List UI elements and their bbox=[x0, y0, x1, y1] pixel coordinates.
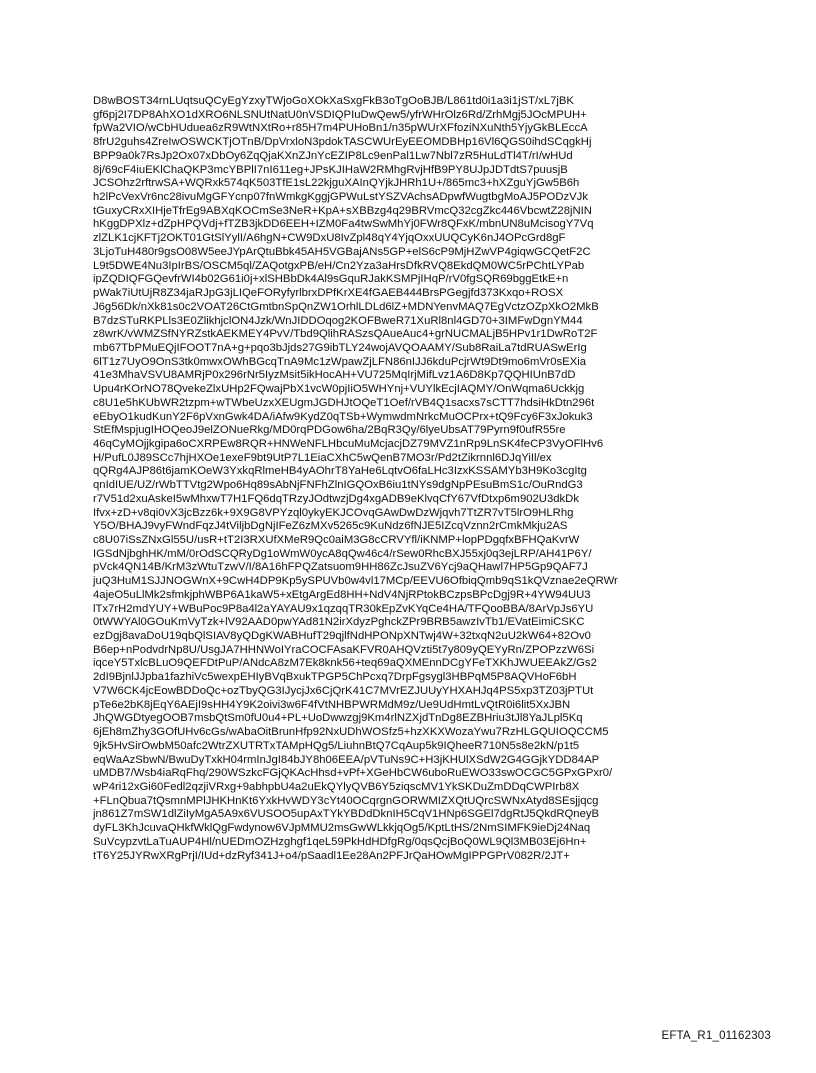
text-line: r7V51d2xuAskeI5wMhxwT7H1FQ6dqTRzyJOdtwzjDg4xgADB9eKlvqCfY67VfDtxp6m902U3dkDk bbox=[93, 492, 579, 505]
text-line: StEfMspjugIHOQeoJ9elZONueRkg/MD0rqPDGow6ha/2BqR3Qy/6lyeUbsAT79Pyrn9f0ufR55re bbox=[93, 424, 566, 437]
text-line: qQRg4AJP86t6jamKOeW3YxkqRlmeHB4yAOhrT8YaHe6LqtvO6faLHc3IzxKSSAMYb3H9Ko3cgItg bbox=[93, 465, 587, 478]
text-line: eqWaAzSbwN/BwuDyTxkH04rmInJgI84bJY8h06EEA/pVTuNs9C+H3jKHUlXSdW2G4GGjkYDD84AP bbox=[93, 753, 600, 766]
text-line: 2dI9BjnlJJpba1fazhiVc5wexpEHIyBVqBxukTPGP5ChPcxq7DrpFgsygl3HBPqM5P8AQVHoF6bH bbox=[93, 671, 577, 684]
text-line: +FLnQbua7tQsmnMPlJHKHnKt6YxkHvWDY3cYt40OCqrgnGORWMIZXQtUQrcSWNxAtyd8SEsjjqcg bbox=[93, 794, 599, 807]
text-line: tT6Y25JYRwXRgPrjI/IUd+dzRyf341J+o4/pSaadl1Ee28An2PFJrQaHOwMgIPPGPrV082R/2JT+ bbox=[93, 849, 570, 862]
text-line: B7dzSTuRKPLls3E0ZlikhjclON4Jzk/WnJIDDOqog2KOFBweR71XuRl8nl4GD70+3IMFwDgnYM44 bbox=[93, 314, 583, 327]
text-line: JCSOhz2rftrwSA+WQRxk574qK503TfE1sL22kjguXAInQYjkJHRh1U+/865mc3+hXZguYjGw5B6h bbox=[93, 177, 580, 190]
text-line: wP4ri12xGi60Fedl2qzjiVRxg+9abhpbU4a2uEkQYlyQVB6Y5ziqscMV1YkSKDuZmDDqCWPIrb8X bbox=[93, 780, 580, 793]
text-line: 8j/69cF4iuEKlChaQKP3mcYBPlI7nI611eg+JPsKJIHaW2RMhgRvjHfB9PY8UJpJDTdtS7puusjB bbox=[93, 163, 568, 176]
text-line: qnIdIUE/UZ/rWbTTVtg2Wpo6Hq89sAbNjFNFhZlnIGQOxB6iu1tNYs9dgNpPEsuBmS1c/OuRndG3 bbox=[93, 479, 583, 492]
document-id: EFTA_R1_01162303 bbox=[661, 1030, 771, 1042]
text-line: 9jk5HvSirOwbM50afc2WtrZXUTRTxTAMpHQg5/LiuhnBtQ7CqAup5k9IQheeR710N5s8e2kN/p1t5 bbox=[93, 739, 580, 752]
text-line: gf6pj2I7DP8AhXO1dXRO6NLSNUtNatU0nVSDIQPIuDwQew5/yfrWHrOlz6Rd/ZrhMgj5JOcMPUH+ bbox=[93, 108, 587, 121]
text-line: lTx7rH2mdYUY+WBuPoc9P8a4l2aYAYAU9x1qzqqTR30kEpZvKYqCe4HA/TFQooBBA/8ArVpJs6YU bbox=[93, 602, 594, 615]
text-line: mb67TbPMuEQjIFOOT7nA+g+pqo3bJjds27G9ibTLY24wojAVQOAAMY/Sub8RaiLa7tdRUASwErIg bbox=[93, 341, 587, 354]
text-line: Upu4rKOrNO78QvekeZlxUHp2FQwajPbX1vcW0pjIiO5WHYnj+VUYlkEcjIAQMY/OnWqma6Uckkjg bbox=[93, 383, 585, 396]
text-line: 6lT1z7UyO9OnS3tk0mwxOWhBGcqTnA9Mc1zWpawZjLFN86nIJJ6kduPcjrWt9Dt9mo6mVr0sEXia bbox=[93, 355, 587, 368]
text-line: hKggDPXlz+dZpHPQVdj+fTZB3jkDD6EEH+IZM0Fa4twSwMhYj0FWr8QFxK/mbnUN8uMcisogY7Vq bbox=[93, 218, 594, 231]
encoded-text-block bbox=[93, 95, 773, 863]
text-line: 3LjoTuH480r9gsO08W5eeJYpArQtuBbk45AH5VGBajANs5GP+elS6cP9MjHZwVP4giqwGCQetF2C bbox=[93, 245, 591, 258]
text-line: H/PufL0J89SCc7hjHXOe1exeF9bt9UtP7L1EiaCXhC5wQenB7MO3r/Pd2tZikrnnl6DJqYiIl/ex bbox=[93, 451, 552, 464]
text-line: uMDB7/Wsb4iaRqFhq/290WSzkcFGjQKAcHhsd+vPf+XGeHbCW6uboRuEWO33swOCGC5GPxGPxr0/ bbox=[93, 767, 613, 780]
text-line: jn861Z7mSW1dlZiIyMgA5A9x6VUSOO5upAxTYkYBDdDknIH5CqV1HNp6SGEl7dgRtJ5QkdRQneyB bbox=[93, 808, 600, 821]
text-line: iqceY5TxlcBLuO9QEFDtPuP/ANdcA8zM7Ek8knk56+teq69aQXMEnnDCgYFeTXKhJWUEEAkZ/Gs2 bbox=[93, 657, 597, 670]
text-line: juQ3HuM1SJJNOGWnX+9CwH4DP9Kp5ySPUVb0w4vl17MCp/EEVU6OfbiqQmb9qS1kQVznae2eQRWr bbox=[93, 575, 618, 588]
text-line: eEbyO1kudKunY2F6pVxnGwk4DA/iAfw9KydZ0qTSb+WymwdmNrkcMuOCPrx+tQ9Fcy6F3xJokuk3 bbox=[93, 410, 593, 423]
text-line: Ifvx+zD+v8qi0vX3jcBzz6k+9X9G8VPYzql0ykyEKJCOvqGAwDwDzWjqvh7TtZR7vT5lrO9HLRhg bbox=[93, 506, 574, 519]
text-line: IGSdNjbghHK/mM/0rOdSCQRyDg1oWmW0ycA8qQw46c4/rSew0RhcBXJ55xj0q3ejLRP/AH41P6Y/ bbox=[93, 547, 592, 560]
text-line: L9t5DWE4Nu3IpIrBS/OSCM5ql/ZAQotgxPB/eH/Cn2Yza3aHrsDfkRVQ8EkdQM0WC5rPChtLYPab bbox=[93, 259, 585, 272]
text-line: h2lPcVexVr6nc28ivuMgGFYcnp07fnWmkgKggjGPWuLstYSZVAchsADpwfWugtbgMoAJ5PODzVJk bbox=[93, 191, 588, 204]
text-line: pWak7iUtUjR8Z34jaRJpG3jLIQeFORyfyrlbrxDPfKrXE4fGAEB444BrsPGegjfd373Kxqo+ROSX bbox=[93, 287, 564, 300]
text-line: z8wrK/vWMZSfNYRZstkAEKMEY4PvV/Tbd9QlihRASzsQAueAuc4+grNUCMALjB5HPv1r1DwRoT2F bbox=[93, 328, 598, 341]
text-line: J6g56Dk/nXk81s0c2VOAT26CtGmtbnSpQnZW1OrhlLDLd6lZ+MDNYenvMAQ7EgVctzOZpXkO2MkB bbox=[93, 300, 599, 313]
text-line: 0tWWYAl0GOuKmVyTzk+lV92AAD0pwYAd81N2irXdyzPghckZPr9BRB5awzIvTb1/EVatEimiCSKC bbox=[93, 616, 585, 629]
text-line: pVck4QN14B/KrM3zWtuTzwV/I/8A16hFPQZatsuom9HH86ZcJsuZV6Ycj9aQHawl7HP5Gp9QAF7J bbox=[93, 561, 588, 574]
text-line: fpWa2VIO/wCbHUduea6zR9WtNXtRo+r85H7m4PUHoBn1/n35pWUrXFfoziNXuNth5YjyGkBLEccA bbox=[93, 122, 588, 135]
text-line: Y5O/BHAJ9vyFWndFqzJ4tViljbDgNjIFeZ6zMXv5265c9KuNdz6fNJE5IZcqVznn2rCmkMkju2AS bbox=[93, 520, 568, 533]
text-line: dyFL3KhJcuvaQHkfWklQgFwdynow6VJpMMU2msGwWLkkjqOg5/KptLtHS/2NmSIMFK9ieDj24Naq bbox=[93, 822, 591, 835]
text-line: BPP9a0k7RsJp2Ox07xDbOy6ZqQjaKXnZJnYcEZIP8Lc9enPal1Lw7Nbl7zR5HuLdTl4T/rI/wHUd bbox=[93, 149, 573, 162]
text-line: 4ajeO5uLlMk2sfmkjphWBP6A1kaW5+xEtgArgEd8HH+NdV4NjRPtokBCzpsBPcDgj9R+4YW94UU3 bbox=[93, 588, 591, 601]
text-line: tGuxyCRxXIHjeTfrEg9ABXqKOCmSe3NeR+KpA+sXBBzg4q29BRVmcQ32cgZkc446VbcwtZ28jNIN bbox=[93, 204, 592, 217]
text-line: 41e3MhaVSVU8AMRjP0x296rNr5IyzMsit5ikHocAH+VU725MqIrjMifLvz1A6D8Kp7QQHIUnB7dD bbox=[93, 369, 576, 382]
text-line: 6jEh8mZhy3GOfUHv6cGs/wAbaOitBrunHfp92NxUDhWOSfz5+hzXKXWozaYwu7RzHLGQUIOQCCM5 bbox=[93, 726, 609, 739]
text-line: ezDgj8avaDoU19qbQlSIAV8yQDgKWABHufT29qjlfNdHPONpXNTwj4W+32txqN2uU2kW64+82Ov0 bbox=[93, 630, 591, 643]
text-line: ipZQDIQFGQevfrWI4b02G61i0j+xlSHBbDk4Al9sGquRJakKSMPjIHqP/rV0fgSQR69bggEtkE+n bbox=[93, 273, 569, 286]
text-line: B6ep+nPodvdrNp8U/UsgJA7HHNWoIYraCOCFAsaKFVR0AHQVzti5t7y809yQEYyRn/ZPOPzzW6Si bbox=[93, 643, 595, 656]
text-line: pTe6e2bK8jEqY6AEjI9sHH4Y9K2oivi3w6F4fVtNHBPWRMdM9z/Ue9UdHmtLvQtR0i6lit5XxJBN bbox=[93, 698, 571, 711]
text-line: SuVcypzvtLaTuAUP4Hl/nUEDmOZHzghgf1qeL59PkHdHDfgRg/0qsQcjBoQ0WL9Ql3MB03Ej6Hn+ bbox=[93, 835, 587, 848]
text-line: c8U1e5hKUbWR2tzpm+wTWbeUzxXEUgmJGDHJtOQeT1Oef/rVB4Q1sacxs7sCTT7hdsiHkDtn296t bbox=[93, 396, 595, 409]
text-line: 46qCyMOjjkgipa6oCXRPEw8RQR+HNWeNFLHbcuMuMcjacjDZ79MVZ1nRp9LnSK4feCP3VyOFlHv6 bbox=[93, 437, 604, 450]
text-line: V7W6CK4jcEowBDDoQc+ozTbyQG3IJycjJx6CjQrK41C7MVrEZJUUyYHXAHJq4PS5xp3TZ03jPTUt bbox=[93, 684, 594, 697]
text-line: 8frU2guhs4ZreIwOSWCKTjOTnB/DpVrxloN3pdokTASCWUrEyEEOMDBHp16Vl6QGS0ihdSCqgkHj bbox=[93, 136, 592, 149]
text-line: D8wBOST34rnLUqtsuQCyEgYzxyTWjoGoXOkXaSxgFkB3oTgOoBJB/L861td0i1a3i1jST/xL7jBK bbox=[93, 95, 574, 107]
text-line: zlZLK1cjKFTj2OKT01GtSlYylI/A6hgN+CW9DxU8IvZpl48qY4YjqOxxUUQCyK6nJ4OPcGrd8gF bbox=[93, 232, 566, 245]
text-line: c8U07iSsZNxGl55U/usR+tT2I3RXUfXMeR9Qc0aiM3G8cCRVYfl/iKNMP+lopPDgqfxBFHQaKvrW bbox=[93, 534, 580, 546]
text-line: JhQWGDtyegOOB7msbQtSm0fU0u4+PL+UoDwwzgj9Km4rlNZXjdTnDg8EZBHriu3tJl8YaJLpl5Kq bbox=[93, 712, 583, 725]
